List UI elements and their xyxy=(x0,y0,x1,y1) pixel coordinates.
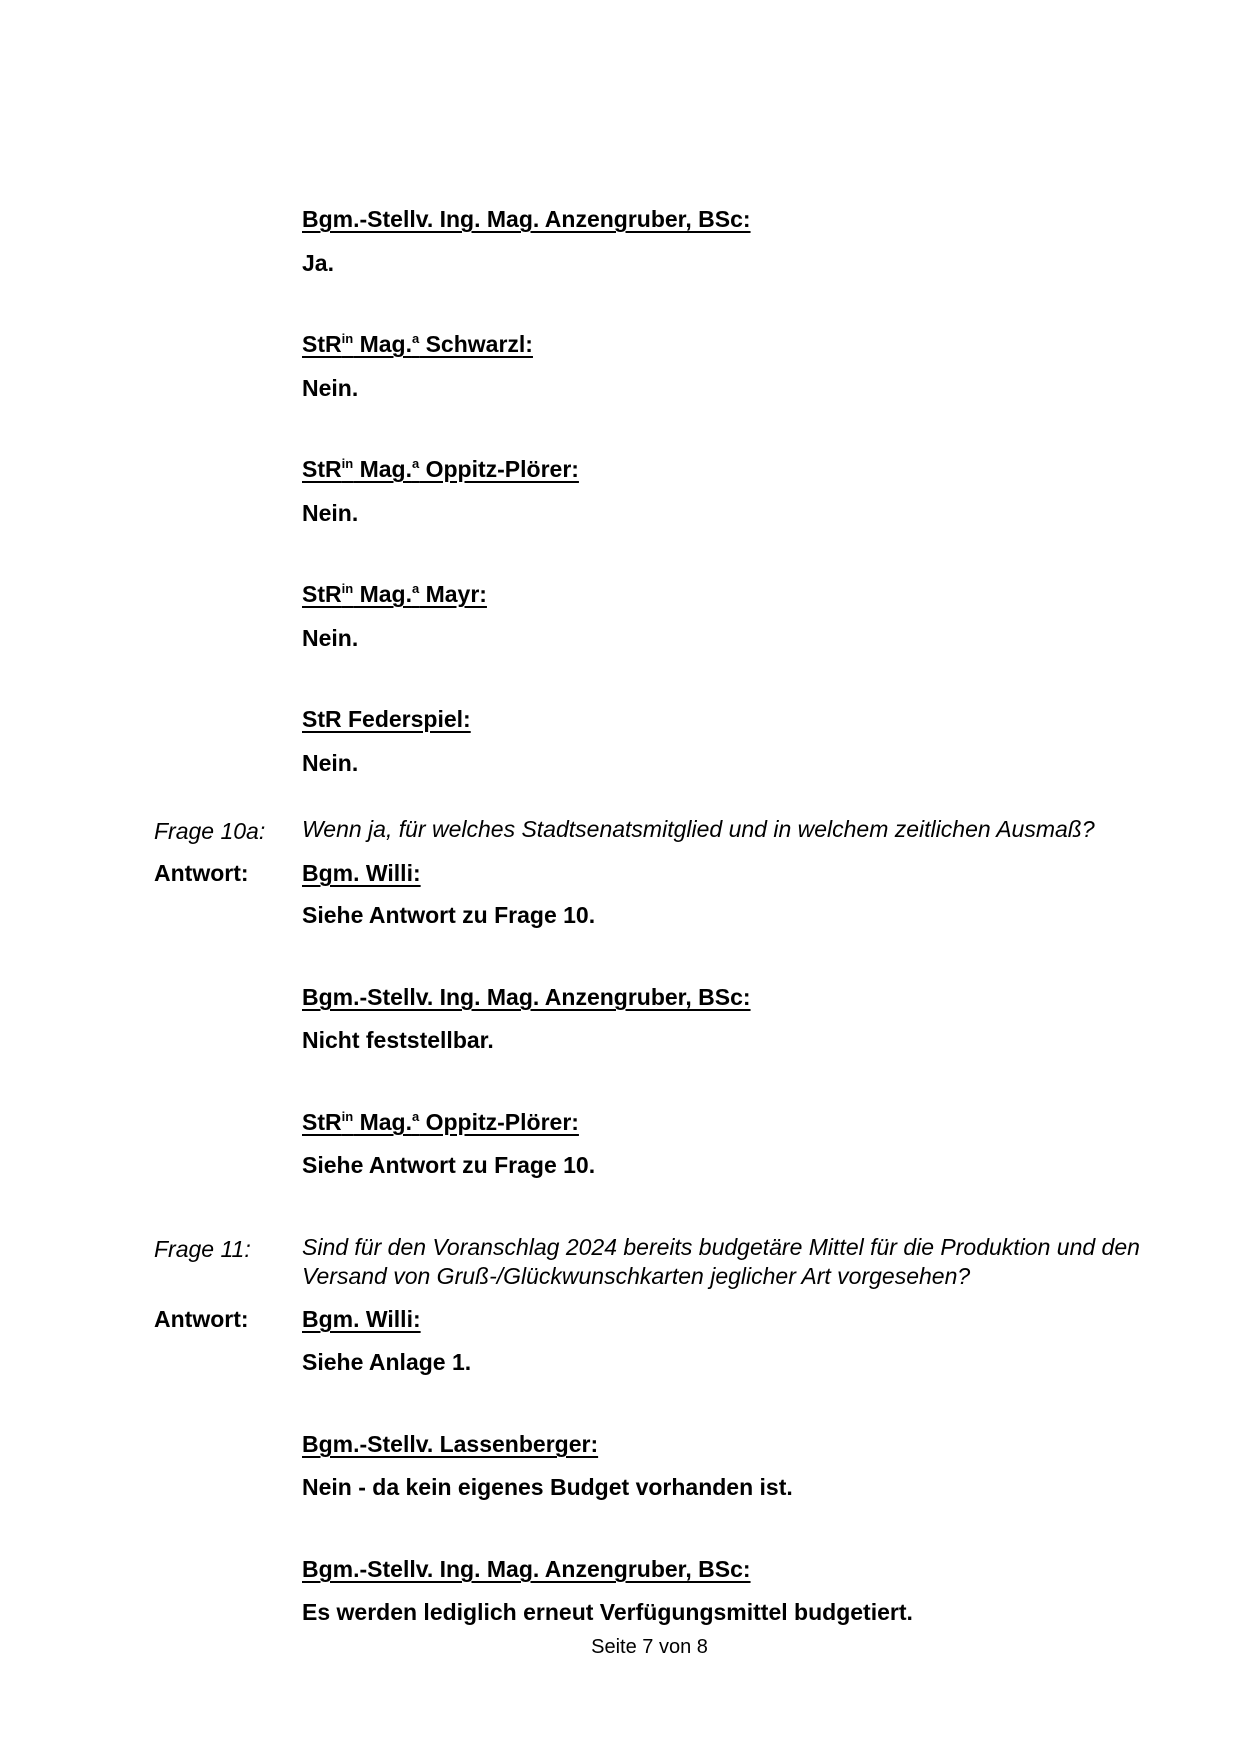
question-text: Sind für den Voranschlag 2024 bereits budgetäre Mittel für die Produktion und den Versand von Gruß-/Glückwunschkarten jeglicher Art vorgesehen? xyxy=(302,1234,1140,1289)
speaker-heading: Bgm.-Stellv. Ing. Mag. Anzengruber, BSc: xyxy=(302,984,751,1010)
speaker-heading: Bgm. Willi: xyxy=(302,1306,421,1332)
question-label: Frage 10a: xyxy=(154,818,266,844)
answer-text: Nein. xyxy=(302,500,359,526)
answer-text: Nicht feststellbar. xyxy=(302,1027,494,1053)
answer-text: Siehe Antwort zu Frage 10. xyxy=(302,1152,596,1178)
speaker-heading: Bgm.-Stellv. Lassenberger: xyxy=(302,1431,599,1457)
page-number-footer: Seite 7 von 8 xyxy=(591,1636,708,1658)
answer-label: Antwort: xyxy=(154,1306,249,1332)
speaker-heading: Bgm.-Stellv. Ing. Mag. Anzengruber, BSc: xyxy=(302,206,751,232)
speaker-heading: StR Federspiel: xyxy=(302,706,471,732)
speaker-heading: StR$^{in}$ Mag.$^a$ Mayr: xyxy=(302,581,487,607)
answer-label: Antwort: xyxy=(154,860,249,886)
speaker-heading: StR$^{in}$ Mag.$^a$ Oppitz-Plörer: xyxy=(302,456,579,482)
answer-text: Nein - da kein eigenes Budget vorhanden ist. xyxy=(302,1474,793,1500)
speaker-heading: StR$^{in}$ Mag.$^a$ Schwarzl: xyxy=(302,331,533,357)
answer-text: Siehe Anlage 1. xyxy=(302,1349,472,1375)
question-label: Frage 11: xyxy=(154,1236,251,1262)
answer-text: Ja. xyxy=(302,250,334,276)
answer-text: Es werden lediglich erneut Verfügungsmittel budgetiert. xyxy=(302,1599,913,1625)
speaker-heading: StR$^{in}$ Mag.$^a$ Oppitz-Plörer: xyxy=(302,1109,579,1135)
answer-text: Nein. xyxy=(302,750,359,776)
answer-text: Siehe Antwort zu Frage 10. xyxy=(302,902,596,928)
answer-text: Nein. xyxy=(302,625,359,651)
answer-text: Nein. xyxy=(302,375,359,401)
question-text: Wenn ja, für welches Stadtsenatsmitglied und in welchem zeitlichen Ausmaß? xyxy=(302,816,1095,842)
speaker-heading: Bgm. Willi: xyxy=(302,860,421,886)
speaker-heading: Bgm.-Stellv. Ing. Mag. Anzengruber, BSc: xyxy=(302,1556,751,1582)
